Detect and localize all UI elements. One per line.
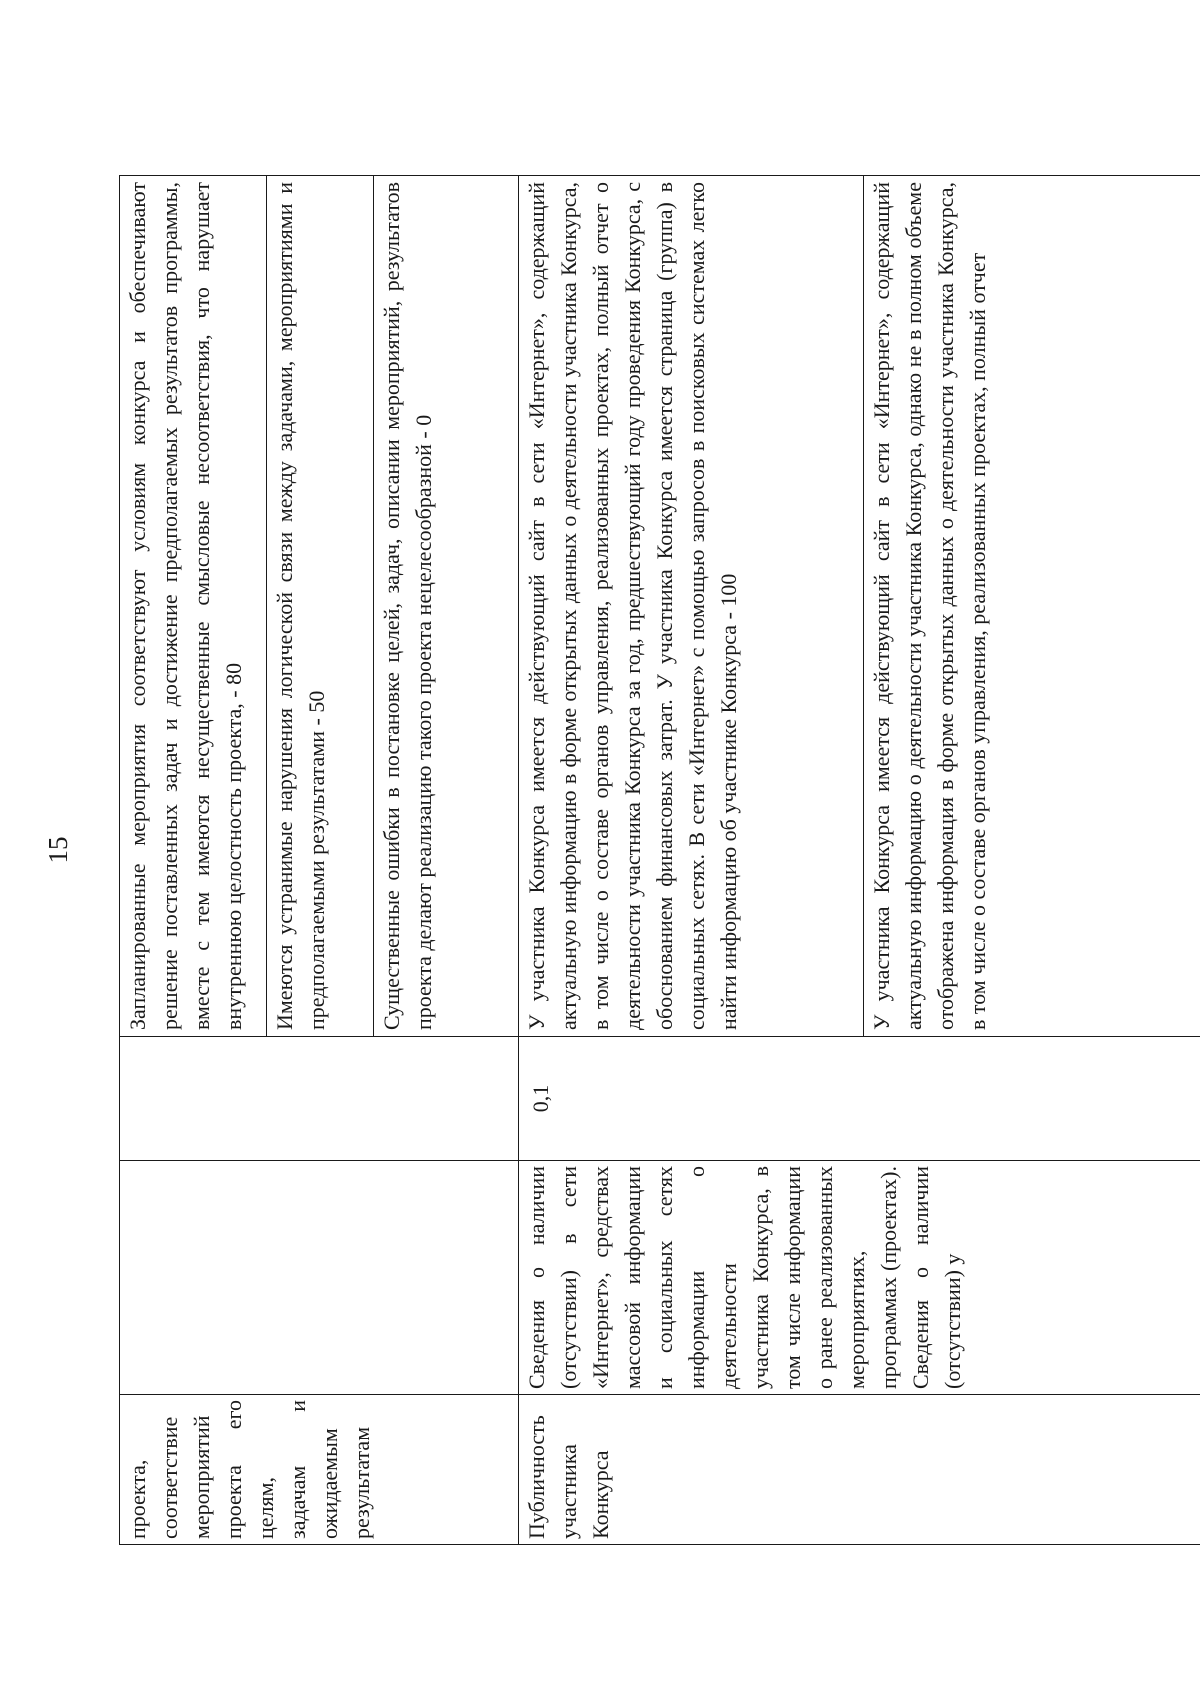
- table-row: [519, 176, 1200, 1545]
- description-cell: [120, 1161, 519, 1395]
- weight-cell: [120, 1037, 519, 1161]
- scores-cell: [120, 176, 519, 1037]
- criterion-cell: Публичность участника Конкурса: [519, 1395, 1200, 1545]
- criteria-table: [119, 175, 1200, 1545]
- score-option: Имеются устранимые нарушения логической связи между задачами, мероприятиями и предполагаемыми результатами - 50: [267, 176, 374, 1036]
- score-option: Существенные ошибки в постановке целей, задач, описании мероприятий, результатов проекта делают реализацию такого проекта нецелесообразной - 0: [379, 182, 436, 1030]
- score-option: У участника Конкурса имеется действующий сайт в сети «Интернет», содержащий актуальную информацию в форме открытых данных о деятельности участника Конкурса, в том числе о составе органов управления, реализованных проектах, полный отчет о деятельности участника Конкурса за год, предшествующий году проведения Конкурса, с обоснованием финансовых затрат. У участника Конкурса имеется страница (группа) в социальных сетях. В сети «Интернет» с помощью запросов в поисковых системах легко найти информацию об участнике Конкурса - 100: [519, 176, 864, 1036]
- rotated-table-wrapper: [119, 175, 1200, 1545]
- score-option: У участника Конкурса имеется действующий сайт в сети «Интернет», содержащий актуальную информацию о деятельности участника Конкурса, однако не в полном объеме отображена информация в форме открытых данных о деятельности участника Конкурса, в том числе о составе органов управления, реализованных проектах, полный отчет: [869, 182, 990, 1030]
- description-cell: Сведения о наличии (отсутствии) в сети «Интернет», средствах массовой информации и социальных сетях информации о деятельности участника Конкурса, в том числе информации о ранее реализованных мероприятиях, программах (проектах). Сведения о наличии (отсутствии) у: [519, 1161, 1200, 1395]
- page-number: 15: [43, 836, 73, 864]
- criterion-cell: проекта, соответствие мероприятий проекта его целям, задачам и ожидаемым результатам: [120, 1395, 519, 1545]
- table-row: [120, 176, 519, 1545]
- weight-cell: 0,1: [519, 1037, 1200, 1161]
- scores-cell: [519, 176, 1200, 1037]
- score-option: Запланированные мероприятия соответствуют условиям конкурса и обеспечивают решение поставленных задач и достижение предполагаемых результатов программы, вместе с тем имеются несущественные смысловые несоответствия, что нарушает внутреннюю целостность проекта, - 80: [120, 176, 267, 1036]
